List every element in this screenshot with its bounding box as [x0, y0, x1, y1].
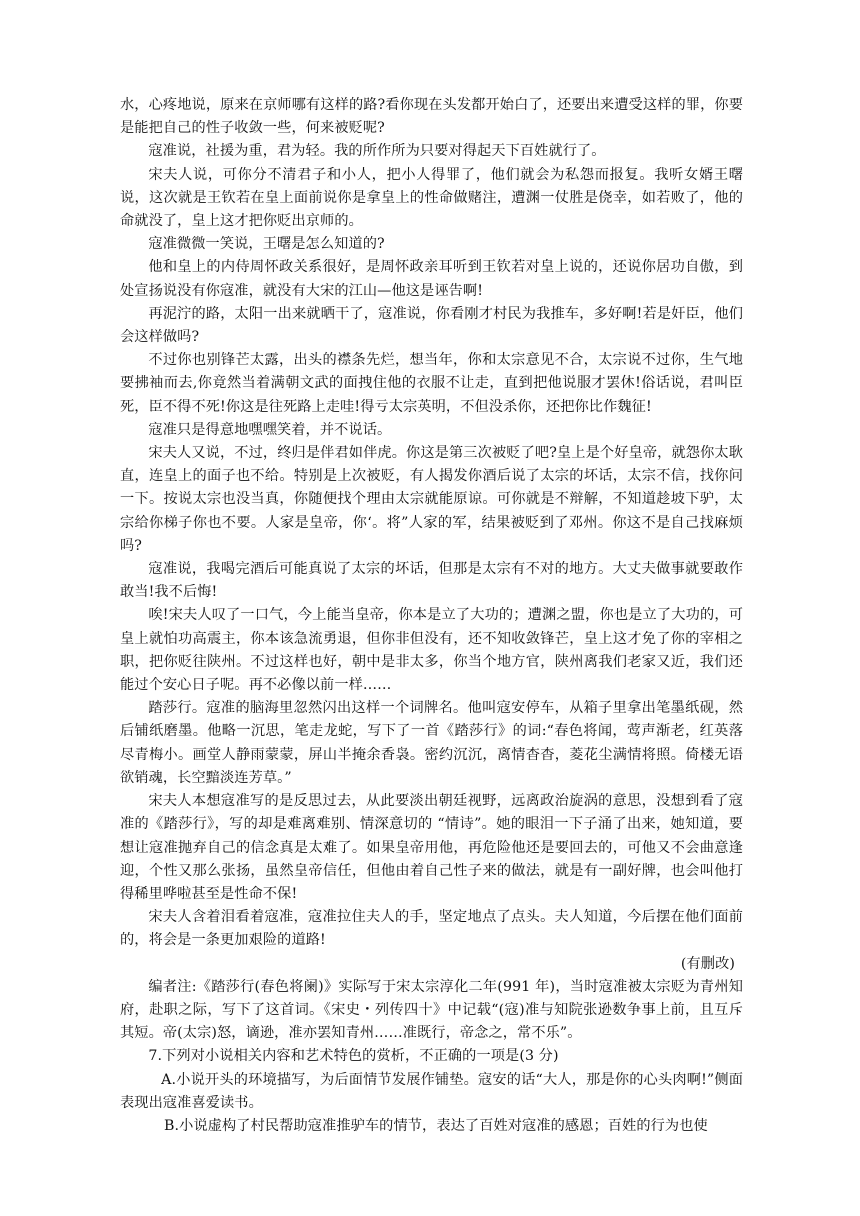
paragraph-1: 水，心疼地说，原来在京师哪有这样的路?看你现在头发都开始白了，还要出来遭受这样的罪，你要是能把自己的性子收敛一些，何来被贬呢?	[120, 97, 743, 137]
paragraph-2: 寇准说，社援为重，君为轻。我的所作所为只要对得起天下百姓就行了。	[148, 143, 606, 160]
editor-note: 编者注:《踏莎行(春色将阑)》实际写于宋太宗淳化二年(991 年)，当时寇准被太宗贬为青州知府，赴职之际，写下了这首词。《宋史・列传四十》中记载“(寇)准与知院张逊数争事上前，且互斥其短。帝(太宗)怒，谪逊，准亦罢知青州……准既行，帝念之，常不乐”。	[120, 978, 743, 1042]
paragraph-12: 踏莎行。寇准的脑海里忽然闪出这样一个词牌名。他叫寇安停车，从箱子里拿出笔墨纸砚，然后铺纸磨墨。他略一沉思，笔走龙蛇，写下了一首《踏莎行》的词:“春色将闻，莺声渐老，红英落尽青梅小。画堂人静雨蒙蒙，屏山半掩余香袅。密约沉沉，离情杳杳，菱花尘满情将照。倚楼无语欲销魂，长空黯淡连芳草。”	[120, 700, 743, 786]
paragraph-14: 宋夫人含着泪看着寇准，寇准拉住夫人的手，坚定地点了点头。夫人知道，今后摆在他们面前的，将会是一条更加艰险的道路!	[120, 909, 743, 949]
paragraph-3: 宋夫人说，可你分不清君子和小人，把小人得罪了，他们就会为私怨而报复。我听女婿王曙说，这次就是王钦若在皇上面前说你是拿皇上的性命做赌注，遭渊一仗胜是侥幸，如若败了，他的命就没了，皇上这才把你贬出京师的。	[120, 166, 743, 230]
paragraph-9: 宋夫人又说，不过，终归是伴君如伴虎。你这是第三次被贬了吧?皇上是个好皇帝，就怨你太耿直，连皇上的面子也不给。特别是上次被贬，有人揭发你酒后说了太宗的坏话，太宗不信，找你问一下。按说太宗也没当真，你随便找个理由太宗就能原谅。可你就是不辩解，不知道趁坡下驴，太宗给你梯子你也不要。人家是皇帝，你‘。将”人家的军，结果被贬到了邓州。你这不是自己找麻烦吗?	[120, 445, 743, 554]
option-b: B.小说虚构了村民帮助寇准推驴车的情节，表达了百姓对寇准的感恩；百姓的行为也使	[164, 1117, 708, 1134]
source-note: (有删改)	[680, 955, 735, 972]
paragraph-5: 他和皇上的内侍周怀政关系很好，是周怀政亲耳听到王钦若对皇上说的，还说你居功自傲，到处宣扬说没有你寇准，就没有大宋的江山—他这是诬告啊!	[120, 259, 743, 299]
paragraph-10: 寇准说，我喝完酒后可能真说了太宗的坏话，但那是太宗有不对的地方。大丈夫做事就要敢作敢当!我不后悔!	[120, 561, 743, 601]
paragraph-4: 寇准微微一笑说，王曙是怎么知道的?	[148, 236, 385, 253]
document-page	[120, 94, 743, 1138]
paragraph-6: 再泥泞的路，太阳一出来就晒干了，寇准说，你看刚才村民为我推车，多好啊!若是奸臣，他们会这样做吗?	[120, 305, 743, 346]
paragraph-11: 唉!宋夫人叹了一口气，今上能当皇帝，你本是立了大功的；遭渊之盟，你也是立了大功的，可皇上就怕功高震主，你本该急流勇退，但你非但没有，还不知收敛锋芒，皇上这才免了你的宰相之职，把你贬往陕州。不过这样也好，朝中是非太多，你当个地方官，陕州离我们老家又近，我们还能过个安心日子呢。再不必像以前一样……	[120, 607, 743, 694]
question-stem: 7.下列对小说相关内容和艺术特色的赏析，不正确的一项是(3 分)	[148, 1048, 559, 1065]
option-a: A.小说开头的环境描写，为后面情节发展作铺垫。寇安的话“大人，那是你的心头肉啊!”侧面表现出寇准喜爱读书。	[120, 1071, 743, 1111]
paragraph-13: 宋夫人本想寇准写的是反思过去，从此要淡出朝廷视野，远离政治旋涡的意思，没想到看了寇准的《踏莎行》，写的却是难离难别、情深意切的 “情诗”。她的眼泪一下子涌了出来，她知道，要想让寇准抛弃自己的信念真是太难了。如果皇帝用他，再危险他还是要回去的，可他又不会曲意逢迎，个性又那么张扬，虽然皇帝信任，但他由着自己性子来的做法，就是有一副好牌，也会叫他打得稀里哗啦甚至是性命不保!	[120, 793, 743, 902]
paragraph-8: 寇准只是得意地嘿嘿笑着，并不说话。	[148, 421, 392, 438]
paragraph-7: 不过你也别锋芒太露，出头的襟条先烂，想当年，你和太宗意见不合，太宗说不过你，生气地要拂袖而去,你竟然当着满朝文武的面拽住他的衣服不让走，直到把他说服才罢休!俗话说，君叫臣死，臣不得不死!你这是往死路上走哇!得亏太宗英明，不但没杀你，还把你比作魏征!	[120, 352, 743, 415]
